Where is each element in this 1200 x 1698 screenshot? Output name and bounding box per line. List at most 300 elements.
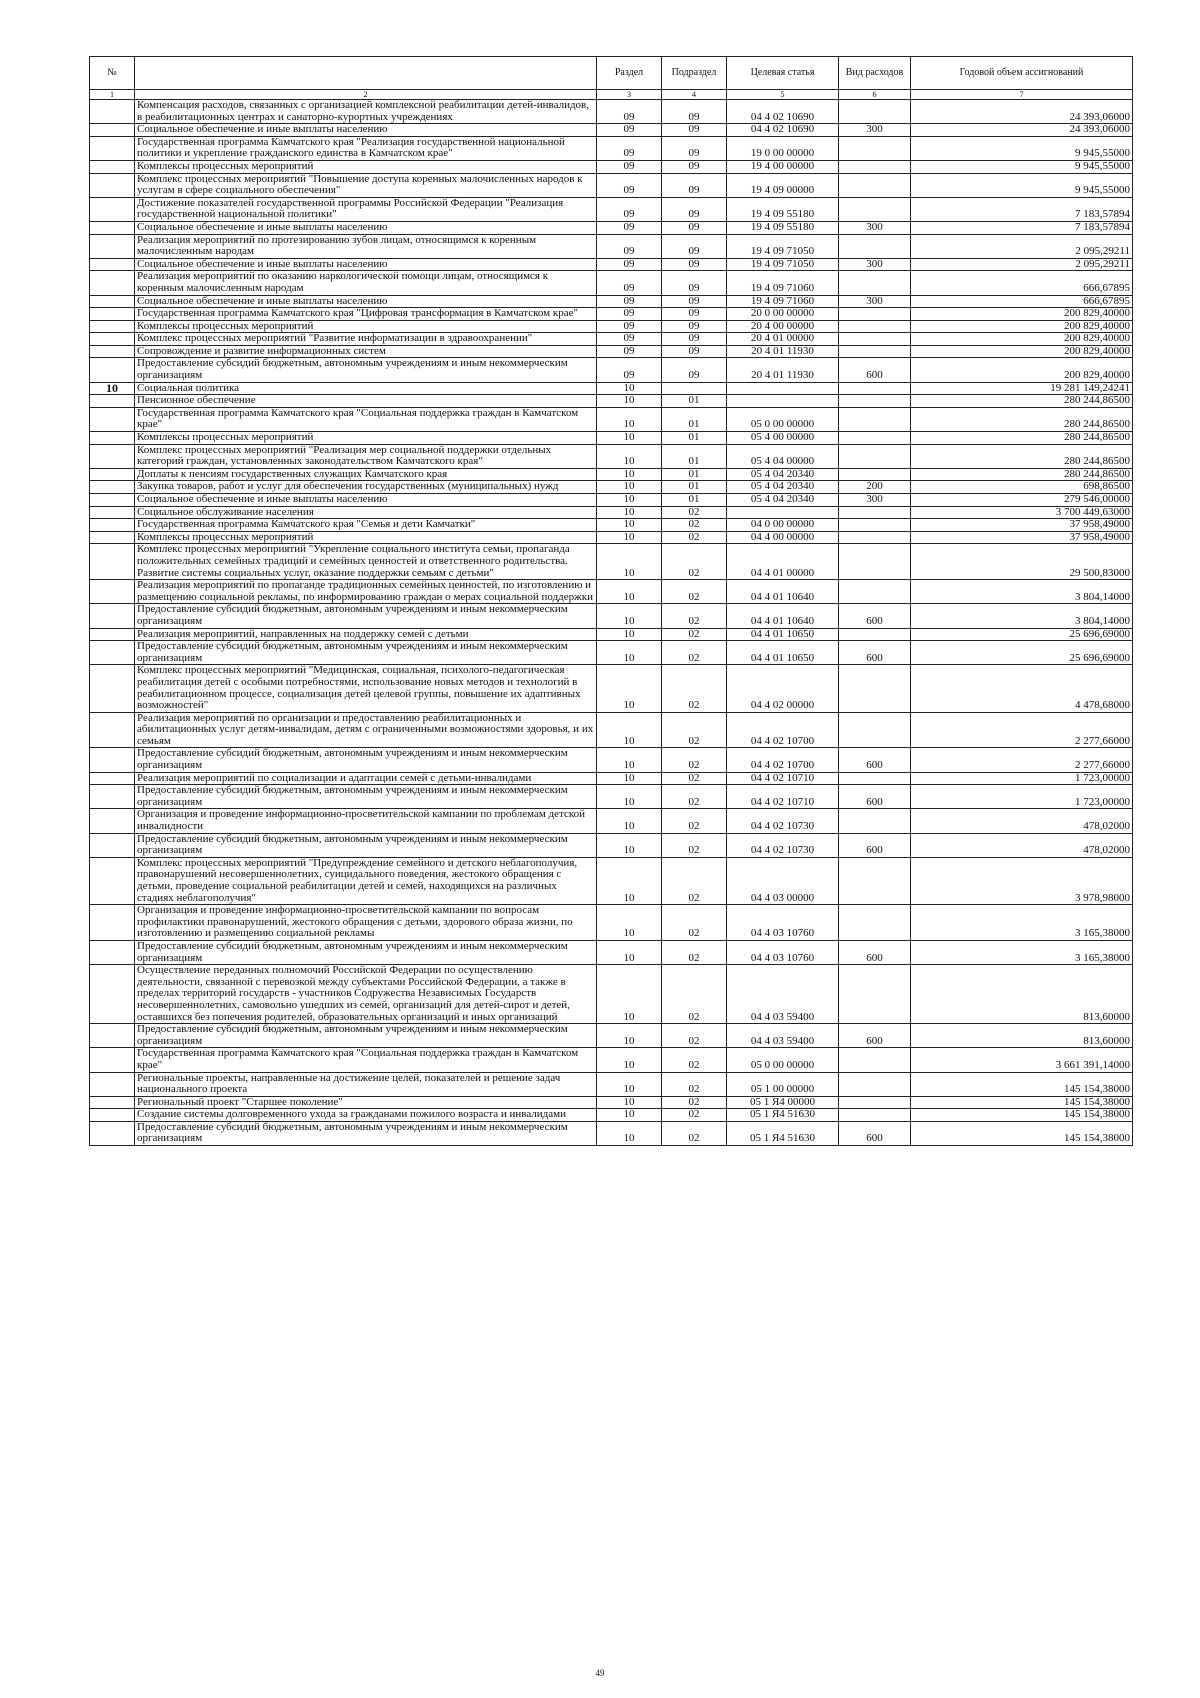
row-number <box>90 333 135 346</box>
header-target: Целевая статья <box>727 57 839 90</box>
row-amount: 37 958,49000 <box>911 519 1133 532</box>
row-number <box>90 481 135 494</box>
row-target: 04 4 02 10690 <box>727 100 839 124</box>
row-number <box>90 234 135 258</box>
row-amount: 2 095,29211 <box>911 234 1133 258</box>
row-podrazdel: 01 <box>662 407 727 431</box>
row-razdel: 10 <box>597 833 662 857</box>
row-amount: 3 165,38000 <box>911 905 1133 941</box>
row-target: 04 4 03 59400 <box>727 965 839 1024</box>
row-razdel: 10 <box>597 1024 662 1048</box>
row-podrazdel: 02 <box>662 940 727 964</box>
row-target: 04 4 02 10700 <box>727 712 839 748</box>
row-name: Реализация мероприятий по пропаганде традиционных семейных ценностей, по изготовлению и размещению социальной рекламы, по информированию граждан о мерах социальной поддержки <box>135 580 597 604</box>
row-razdel: 09 <box>597 173 662 197</box>
row-number <box>90 173 135 197</box>
row-podrazdel: 02 <box>662 712 727 748</box>
row-amount: 1 723,00000 <box>911 772 1133 785</box>
table-row <box>90 295 1133 308</box>
row-vid: 300 <box>839 221 911 234</box>
row-razdel: 10 <box>597 407 662 431</box>
row-podrazdel: 09 <box>662 100 727 124</box>
row-vid <box>839 519 911 532</box>
row-name: Социальная политика <box>135 382 597 395</box>
row-razdel: 10 <box>597 1096 662 1109</box>
row-podrazdel: 01 <box>662 444 727 468</box>
row-number <box>90 432 135 445</box>
row-name: Социальное обслуживание населения <box>135 506 597 519</box>
row-name: Достижение показателей государственной программы Российской Федерации "Реализация государственной национальной политики" <box>135 197 597 221</box>
table-row <box>90 258 1133 271</box>
row-vid <box>839 506 911 519</box>
row-number <box>90 506 135 519</box>
row-vid <box>839 345 911 358</box>
table-row <box>90 468 1133 481</box>
page-number: 49 <box>595 1668 605 1678</box>
row-razdel: 10 <box>597 519 662 532</box>
row-name: Государственная программа Камчатского края "Социальная поддержка граждан в Камчатском крае" <box>135 1048 597 1072</box>
row-podrazdel: 02 <box>662 1109 727 1122</box>
row-vid <box>839 444 911 468</box>
row-target: 19 4 09 71050 <box>727 234 839 258</box>
row-podrazdel: 02 <box>662 1072 727 1096</box>
row-podrazdel: 02 <box>662 785 727 809</box>
row-razdel: 10 <box>597 1109 662 1122</box>
row-podrazdel: 02 <box>662 628 727 641</box>
row-target: 20 4 00 00000 <box>727 320 839 333</box>
row-name: Комплекс процессных мероприятий "Реализация мер социальной поддержки отдельных категорий граждан, установленных законодательством Камчатского края" <box>135 444 597 468</box>
row-podrazdel: 09 <box>662 234 727 258</box>
row-vid <box>839 809 911 833</box>
row-razdel: 10 <box>597 809 662 833</box>
row-name: Социальное обеспечение и иные выплаты населению <box>135 295 597 308</box>
row-target <box>727 506 839 519</box>
row-name: Комплексы процессных мероприятий <box>135 320 597 333</box>
row-podrazdel: 02 <box>662 772 727 785</box>
row-amount: 3 804,14000 <box>911 580 1133 604</box>
row-name: Сопровождение и развитие информационных систем <box>135 345 597 358</box>
row-razdel: 09 <box>597 124 662 137</box>
row-podrazdel: 09 <box>662 295 727 308</box>
row-podrazdel: 02 <box>662 544 727 580</box>
row-razdel: 09 <box>597 100 662 124</box>
row-vid: 600 <box>839 833 911 857</box>
row-vid <box>839 468 911 481</box>
row-number <box>90 580 135 604</box>
row-amount: 145 154,38000 <box>911 1121 1133 1145</box>
table-body <box>90 100 1133 1146</box>
row-amount: 280 244,86500 <box>911 432 1133 445</box>
row-name: Социальное обеспечение и иные выплаты населению <box>135 258 597 271</box>
table-row <box>90 320 1133 333</box>
row-amount: 3 804,14000 <box>911 604 1133 628</box>
row-razdel: 09 <box>597 234 662 258</box>
row-amount: 145 154,38000 <box>911 1109 1133 1122</box>
row-name: Социальное обеспечение и иные выплаты населению <box>135 124 597 137</box>
row-name: Реализация мероприятий, направленных на поддержку семей с детьми <box>135 628 597 641</box>
row-amount: 666,67895 <box>911 295 1133 308</box>
row-razdel: 09 <box>597 320 662 333</box>
table-row <box>90 432 1133 445</box>
row-razdel: 10 <box>597 628 662 641</box>
row-podrazdel: 09 <box>662 173 727 197</box>
row-name: Предоставление субсидий бюджетным, автономным учреждениям и иным некоммерческим организациям <box>135 604 597 628</box>
row-podrazdel: 09 <box>662 160 727 173</box>
row-amount: 813,60000 <box>911 965 1133 1024</box>
row-razdel: 10 <box>597 665 662 712</box>
row-razdel: 10 <box>597 772 662 785</box>
column-number: 4 <box>662 90 727 100</box>
row-number <box>90 1109 135 1122</box>
table-row <box>90 333 1133 346</box>
row-number <box>90 857 135 904</box>
table-row <box>90 905 1133 941</box>
row-razdel: 10 <box>597 481 662 494</box>
document-page <box>89 56 1132 1146</box>
row-number <box>90 468 135 481</box>
row-name: Комплекс процессных мероприятий "Развитие информатизации в здравоохранении" <box>135 333 597 346</box>
row-target: 04 4 01 10640 <box>727 604 839 628</box>
row-razdel: 09 <box>597 271 662 295</box>
row-razdel: 10 <box>597 1121 662 1145</box>
row-razdel: 10 <box>597 857 662 904</box>
row-amount: 200 829,40000 <box>911 308 1133 321</box>
row-name: Комплекс процессных мероприятий "Предупреждение семейного и детского неблагополучия, правонарушений несовершеннолетних, суицидального поведения, жестокого обращения с детьми, проведение социальной реабилитации детей и семей, находящихся на различных стадиях неблагополучия" <box>135 857 597 904</box>
row-name: Государственная программа Камчатского края "Семья и дети Камчатки" <box>135 519 597 532</box>
table-row <box>90 173 1133 197</box>
row-number <box>90 604 135 628</box>
table-row <box>90 580 1133 604</box>
table-row <box>90 833 1133 857</box>
table-row <box>90 641 1133 665</box>
row-razdel: 09 <box>597 358 662 382</box>
row-razdel: 09 <box>597 308 662 321</box>
row-razdel: 10 <box>597 905 662 941</box>
table-header-row <box>90 57 1133 90</box>
row-number <box>90 1121 135 1145</box>
row-target: 19 4 00 00000 <box>727 160 839 173</box>
row-vid <box>839 382 911 395</box>
row-amount: 7 183,57894 <box>911 197 1133 221</box>
row-podrazdel <box>662 382 727 395</box>
row-podrazdel: 09 <box>662 320 727 333</box>
row-number <box>90 519 135 532</box>
row-number <box>90 221 135 234</box>
row-number <box>90 444 135 468</box>
row-target: 04 4 02 10690 <box>727 124 839 137</box>
column-number: 7 <box>911 90 1133 100</box>
row-vid <box>839 628 911 641</box>
budget-allocation-table <box>89 56 1133 1146</box>
row-vid: 600 <box>839 748 911 772</box>
row-vid <box>839 197 911 221</box>
table-row <box>90 809 1133 833</box>
row-amount: 200 829,40000 <box>911 320 1133 333</box>
row-target: 19 4 09 71050 <box>727 258 839 271</box>
table-row <box>90 221 1133 234</box>
row-name: Региональные проекты, направленные на достижение целей, показателей и решение задач национального проекта <box>135 1072 597 1096</box>
row-vid <box>839 333 911 346</box>
row-podrazdel: 02 <box>662 1121 727 1145</box>
row-razdel: 10 <box>597 506 662 519</box>
row-name: Комплексы процессных мероприятий <box>135 432 597 445</box>
row-number <box>90 628 135 641</box>
table-row <box>90 407 1133 431</box>
row-amount: 280 244,86500 <box>911 468 1133 481</box>
row-target: 19 0 00 00000 <box>727 136 839 160</box>
row-vid <box>839 234 911 258</box>
row-name: Комплекс процессных мероприятий "Медицинская, социальная, психолого-педагогическая реабилитация детей с особыми потребностями, использование новых методов и технологий в реабилитационном процессе, социализация детей целевой группы, повышение их адаптивных возможностей" <box>135 665 597 712</box>
row-amount: 200 829,40000 <box>911 358 1133 382</box>
table-row <box>90 124 1133 137</box>
row-amount: 280 244,86500 <box>911 407 1133 431</box>
table-row <box>90 136 1133 160</box>
row-vid <box>839 580 911 604</box>
row-vid: 600 <box>839 1024 911 1048</box>
row-razdel: 09 <box>597 345 662 358</box>
row-target: 05 4 04 00000 <box>727 444 839 468</box>
row-target: 04 4 02 10730 <box>727 809 839 833</box>
row-vid <box>839 665 911 712</box>
row-vid <box>839 432 911 445</box>
table-row <box>90 444 1133 468</box>
table-row <box>90 544 1133 580</box>
table-row <box>90 506 1133 519</box>
row-razdel: 10 <box>597 641 662 665</box>
table-row <box>90 531 1133 544</box>
row-vid <box>839 531 911 544</box>
row-razdel: 09 <box>597 295 662 308</box>
row-number <box>90 320 135 333</box>
row-target: 05 0 00 00000 <box>727 407 839 431</box>
row-razdel: 10 <box>597 444 662 468</box>
header-razdel: Раздел <box>597 57 662 90</box>
row-name: Предоставление субсидий бюджетным, автономным учреждениям и иным некоммерческим организациям <box>135 833 597 857</box>
row-target: 20 4 01 11930 <box>727 345 839 358</box>
row-amount: 2 277,66000 <box>911 748 1133 772</box>
row-amount: 2 277,66000 <box>911 712 1133 748</box>
row-razdel: 10 <box>597 940 662 964</box>
table-row <box>90 358 1133 382</box>
row-razdel: 09 <box>597 136 662 160</box>
row-number <box>90 407 135 431</box>
row-number <box>90 1048 135 1072</box>
row-razdel: 10 <box>597 395 662 408</box>
table-row <box>90 100 1133 124</box>
row-number <box>90 100 135 124</box>
row-razdel: 10 <box>597 468 662 481</box>
row-razdel: 10 <box>597 712 662 748</box>
header-name <box>135 57 597 90</box>
row-name: Предоставление субсидий бюджетным, автономным учреждениям и иным некоммерческим организациям <box>135 641 597 665</box>
row-number <box>90 308 135 321</box>
row-podrazdel: 02 <box>662 1048 727 1072</box>
table-row <box>90 160 1133 173</box>
row-podrazdel: 02 <box>662 748 727 772</box>
row-target: 04 0 00 00000 <box>727 519 839 532</box>
row-target: 04 4 01 10650 <box>727 641 839 665</box>
row-number <box>90 258 135 271</box>
row-amount: 478,02000 <box>911 809 1133 833</box>
row-name: Реализация мероприятий по оказанию наркологической помощи лицам, относящимся к коренным малочисленным народам <box>135 271 597 295</box>
row-vid <box>839 407 911 431</box>
row-name: Комплекс процессных мероприятий "Повышение доступа коренных малочисленных народов к услугам в сфере социального обеспечения" <box>135 173 597 197</box>
row-razdel: 10 <box>597 1048 662 1072</box>
row-name: Пенсионное обеспечение <box>135 395 597 408</box>
table-row <box>90 197 1133 221</box>
row-razdel: 10 <box>597 544 662 580</box>
row-razdel: 10 <box>597 494 662 507</box>
row-vid <box>839 136 911 160</box>
row-podrazdel: 02 <box>662 965 727 1024</box>
row-vid: 600 <box>839 604 911 628</box>
row-number <box>90 494 135 507</box>
row-vid: 300 <box>839 295 911 308</box>
table-row <box>90 712 1133 748</box>
row-target: 04 4 02 00000 <box>727 665 839 712</box>
row-podrazdel: 02 <box>662 519 727 532</box>
table-row <box>90 857 1133 904</box>
row-number <box>90 1072 135 1096</box>
row-number <box>90 665 135 712</box>
row-number <box>90 136 135 160</box>
row-vid: 300 <box>839 258 911 271</box>
row-number <box>90 809 135 833</box>
row-podrazdel: 01 <box>662 494 727 507</box>
row-number <box>90 544 135 580</box>
row-amount: 24 393,06000 <box>911 100 1133 124</box>
row-razdel: 09 <box>597 197 662 221</box>
row-target <box>727 382 839 395</box>
row-target: 05 1 Я4 51630 <box>727 1121 839 1145</box>
row-name: Предоставление субсидий бюджетным, автономным учреждениям и иным некоммерческим организациям <box>135 748 597 772</box>
row-podrazdel: 09 <box>662 345 727 358</box>
row-amount: 698,86500 <box>911 481 1133 494</box>
row-target: 04 4 03 59400 <box>727 1024 839 1048</box>
row-target: 19 4 09 71060 <box>727 295 839 308</box>
row-name: Региональный проект "Старшее поколение" <box>135 1096 597 1109</box>
column-number: 3 <box>597 90 662 100</box>
row-target: 04 4 01 10640 <box>727 580 839 604</box>
row-amount: 2 095,29211 <box>911 258 1133 271</box>
row-podrazdel: 02 <box>662 857 727 904</box>
row-amount: 9 945,55000 <box>911 160 1133 173</box>
row-podrazdel: 02 <box>662 833 727 857</box>
row-podrazdel: 01 <box>662 395 727 408</box>
row-name: Государственная программа Камчатского края "Реализация государственной национальной политики и укрепление гражданского единства в Камчатском крае" <box>135 136 597 160</box>
row-razdel: 09 <box>597 221 662 234</box>
table-row <box>90 604 1133 628</box>
row-number <box>90 785 135 809</box>
table-row <box>90 785 1133 809</box>
row-razdel: 10 <box>597 432 662 445</box>
table-row <box>90 395 1133 408</box>
row-amount: 24 393,06000 <box>911 124 1133 137</box>
row-name: Реализация мероприятий по социализации и адаптации семей с детьми-инвалидами <box>135 772 597 785</box>
column-number: 2 <box>135 90 597 100</box>
table-row <box>90 1024 1133 1048</box>
row-target: 05 4 04 20340 <box>727 481 839 494</box>
row-amount: 9 945,55000 <box>911 173 1133 197</box>
row-amount: 280 244,86500 <box>911 395 1133 408</box>
row-target: 04 4 00 00000 <box>727 531 839 544</box>
row-name: Предоставление субсидий бюджетным, автономным учреждениям и иным некоммерческим организациям <box>135 940 597 964</box>
row-target: 20 4 01 00000 <box>727 333 839 346</box>
row-vid <box>839 905 911 941</box>
row-amount: 3 700 449,63000 <box>911 506 1133 519</box>
row-amount: 478,02000 <box>911 833 1133 857</box>
row-name: Социальное обеспечение и иные выплаты населению <box>135 494 597 507</box>
row-name: Компенсация расходов, связанных с организацией комплексной реабилитации детей-инвалидов, в реабилитационных центрах и санаторно-курортных учреждениях <box>135 100 597 124</box>
row-number <box>90 1096 135 1109</box>
row-number <box>90 833 135 857</box>
row-number <box>90 1024 135 1048</box>
row-amount: 3 661 391,14000 <box>911 1048 1133 1072</box>
row-name: Государственная программа Камчатского края "Социальная поддержка граждан в Камчатском крае" <box>135 407 597 431</box>
row-podrazdel: 02 <box>662 580 727 604</box>
row-vid <box>839 712 911 748</box>
row-number <box>90 197 135 221</box>
row-name: Доплаты к пенсиям государственных служащих Камчатского края <box>135 468 597 481</box>
table-row <box>90 1048 1133 1072</box>
row-name: Государственная программа Камчатского края "Цифровая трансформация в Камчатском крае" <box>135 308 597 321</box>
row-podrazdel: 02 <box>662 506 727 519</box>
row-amount: 25 696,69000 <box>911 628 1133 641</box>
row-vid <box>839 308 911 321</box>
row-podrazdel: 09 <box>662 197 727 221</box>
row-podrazdel: 01 <box>662 432 727 445</box>
row-vid: 600 <box>839 358 911 382</box>
row-vid <box>839 1109 911 1122</box>
row-target: 04 4 02 10730 <box>727 833 839 857</box>
row-podrazdel: 02 <box>662 1096 727 1109</box>
row-amount: 25 696,69000 <box>911 641 1133 665</box>
table-row <box>90 1072 1133 1096</box>
row-vid: 300 <box>839 124 911 137</box>
row-name: Предоставление субсидий бюджетным, автономным учреждениям и иным некоммерческим организациям <box>135 1024 597 1048</box>
table-row <box>90 308 1133 321</box>
row-razdel: 10 <box>597 965 662 1024</box>
row-podrazdel: 09 <box>662 333 727 346</box>
row-name: Предоставление субсидий бюджетным, автономным учреждениям и иным некоммерческим организациям <box>135 358 597 382</box>
row-target: 20 0 00 00000 <box>727 308 839 321</box>
row-amount: 200 829,40000 <box>911 333 1133 346</box>
row-name: Организация и проведение информационно-просветительской кампании по вопросам профилактики правонарушений, жестокого обращения с детьми, здорового образа жизни, по изготовлению и размещению социальной рекламы <box>135 905 597 941</box>
header-num: № <box>90 57 135 90</box>
row-number <box>90 271 135 295</box>
row-amount: 145 154,38000 <box>911 1072 1133 1096</box>
row-podrazdel: 02 <box>662 665 727 712</box>
row-name: Реализация мероприятий по протезированию зубов лицам, относящимся к коренным малочисленным народам <box>135 234 597 258</box>
table-row <box>90 665 1133 712</box>
row-number <box>90 712 135 748</box>
row-target: 05 4 04 20340 <box>727 494 839 507</box>
row-target <box>727 395 839 408</box>
row-number <box>90 905 135 941</box>
row-podrazdel: 09 <box>662 136 727 160</box>
row-podrazdel: 02 <box>662 809 727 833</box>
row-podrazdel: 02 <box>662 604 727 628</box>
row-number <box>90 531 135 544</box>
row-target: 19 4 09 55180 <box>727 221 839 234</box>
row-vid <box>839 1072 911 1096</box>
row-target: 20 4 01 11930 <box>727 358 839 382</box>
row-razdel: 10 <box>597 580 662 604</box>
row-number <box>90 160 135 173</box>
row-target: 04 4 01 10650 <box>727 628 839 641</box>
row-amount: 280 244,86500 <box>911 444 1133 468</box>
row-number <box>90 295 135 308</box>
